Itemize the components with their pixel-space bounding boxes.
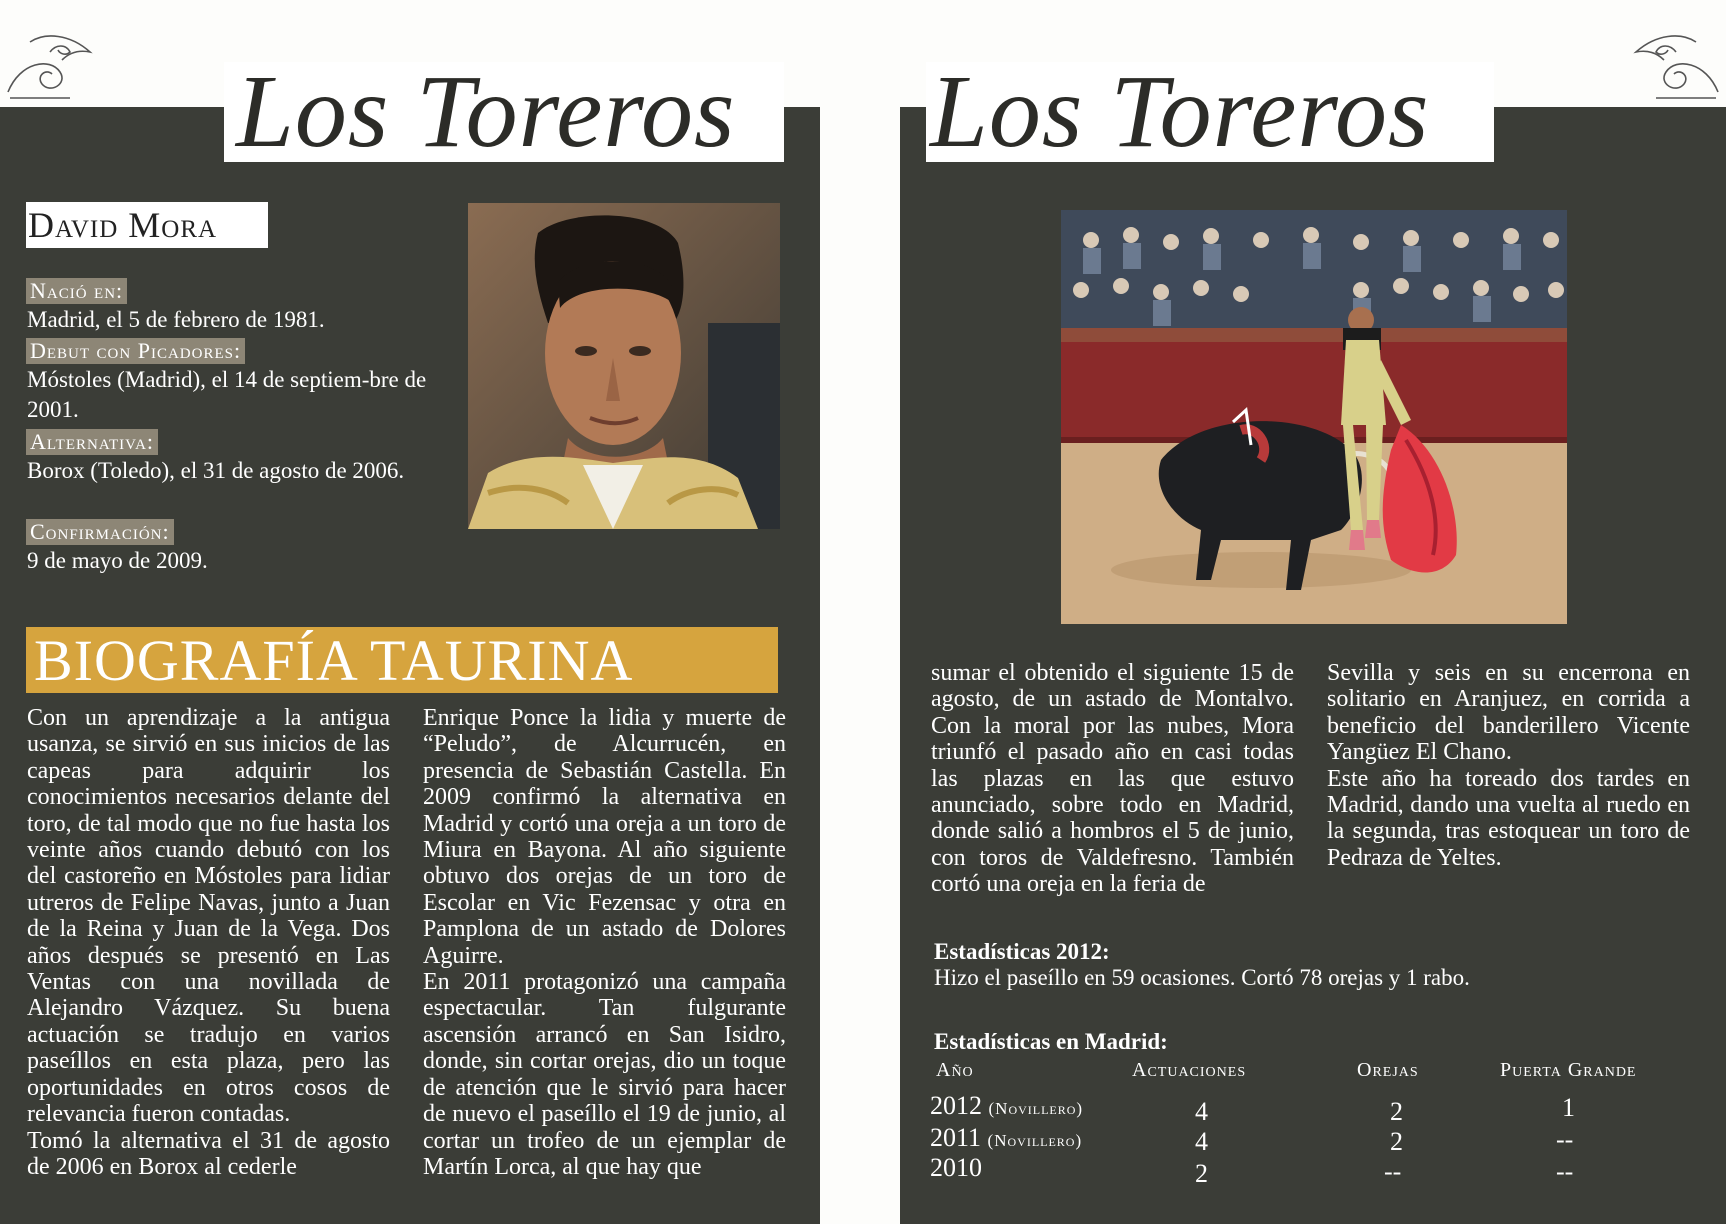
stats-madrid-title: Estadísticas en Madrid:	[934, 1029, 1168, 1054]
right-page	[900, 107, 1726, 1224]
alternativa-label: Alternativa:	[26, 429, 158, 455]
row-year: 2010	[930, 1153, 982, 1182]
biography-heading: BIOGRAFÍA TAURINA	[34, 628, 634, 693]
left-page	[0, 107, 820, 1224]
bullfight-photo	[1061, 210, 1567, 624]
biography-text-4: Sevilla y seis en su encerrona en solitario en Aranjuez, en corrida a beneficio del banderillero Vicente Yangüez El Chano. Este año ha toreado dos tardes en Madrid, dando una vuelta al ruedo en la segunda, tras estoquear un toro de Pedraza de Yeltes.	[1327, 660, 1690, 871]
confirmacion-label: Confirmación:	[26, 519, 174, 545]
biography-column-4	[1327, 660, 1690, 871]
portrait-photo	[468, 203, 780, 529]
row-year: 2012	[930, 1091, 982, 1120]
biography-column-1	[27, 705, 390, 1180]
stats-2012-text: Hizo el paseíllo en 59 ocasiones. Cortó 78 orejas y 1 rabo.	[934, 965, 1470, 990]
row-orejas: --	[1384, 1157, 1402, 1186]
row-note: (Novillero)	[988, 1099, 1084, 1118]
alternativa-value: Borox (Toledo), el 31 de agosto de 2006.	[27, 458, 405, 483]
page-title-left: Los Toreros	[236, 54, 736, 169]
table-header-puerta-grande: Puerta Grande	[1500, 1059, 1637, 1081]
row-note: (Novillero)	[987, 1131, 1083, 1150]
scroll-ornament-icon	[1626, 22, 1726, 104]
scroll-ornament-icon	[0, 22, 100, 104]
row-orejas: 2	[1390, 1127, 1403, 1156]
biography-text-3: sumar el obtenido el siguiente 15 de agosto, de un astado de Montalvo. Con la moral por las nubes, Mora triunfó el pasado año en casi todas las plazas en las que estuvo anunciado, sobre todo en Madrid, donde salió a hombros el 5 de junio, con toros de Valdefresno. También cortó una oreja en la feria de	[931, 660, 1294, 898]
torero-name: David Mora	[26, 202, 268, 248]
row-actuaciones: 2	[1195, 1159, 1208, 1188]
row-year: 2011	[930, 1123, 982, 1152]
row-puerta: --	[1556, 1157, 1574, 1186]
row-actuaciones: 4	[1195, 1127, 1208, 1156]
table-header-orejas: Orejas	[1357, 1059, 1419, 1081]
row-orejas: 2	[1390, 1097, 1403, 1126]
biography-banner	[26, 627, 778, 693]
debut-value: Móstoles (Madrid), el 14 de septiem-bre de 2001.	[27, 367, 427, 422]
biography-text-1: Con un aprendizaje a la antigua usanza, se sirvió en sus inicios de las capeas para adquirir los conocimientos necesarios delante del toro, de tal modo que no fue hasta los veinte años cuando debutó con los del castoreño en Móstoles para lidiar utreros de Felipe Navas, junto a Juan de la Reina y Juan de la Vega. Dos años después se presentó en Las Ventas con una novillada de Alejandro Vázquez. Su buena actuación se tradujo en varios paseíllos en esta plaza, pero las oportunidades en otros cosos de relevancia fueron contadas. Tomó la alternativa el 31 de agosto de 2006 en Borox al cederle	[27, 705, 390, 1180]
table-header-actuaciones: Actuaciones	[1132, 1059, 1247, 1081]
row-actuaciones: 4	[1195, 1097, 1208, 1126]
birth-value: Madrid, el 5 de febrero de 1981.	[27, 307, 325, 332]
table-header-year: Año	[936, 1059, 974, 1081]
row-puerta: --	[1556, 1125, 1574, 1154]
birth-label: Nació en:	[26, 278, 127, 304]
biography-column-3	[931, 660, 1294, 898]
stats-2012-title: Estadísticas 2012:	[934, 939, 1110, 964]
debut-label: Debut con Picadores:	[26, 338, 245, 364]
biography-column-2	[423, 705, 786, 1180]
row-puerta: 1	[1562, 1093, 1575, 1122]
page-title-right: Los Toreros	[930, 54, 1430, 169]
confirmacion-value: 9 de mayo de 2009.	[27, 548, 208, 573]
biography-text-2: Enrique Ponce la lidia y muerte de “Peludo”, de Alcurrucén, en presencia de Sebastián Castella. En 2009 confirmó la alternativa en Madrid y cortó una oreja a un toro de Miura en Bayona. Al año siguiente obtuvo dos orejas de un toro de Escolar en Vic Fezensac y otra en Pamplona de un astado de Dolores Aguirre. En 2011 protagonizó una campaña espectacular. Tan fulgurante ascensión arrancó en San Isidro, donde, sin cortar orejas, dio un toque de atención que le sirvió para hacer de nuevo el paseíllo el 19 de junio, al cortar un trofeo de un ejemplar de Martín Lorca, al que hay que	[423, 705, 786, 1180]
